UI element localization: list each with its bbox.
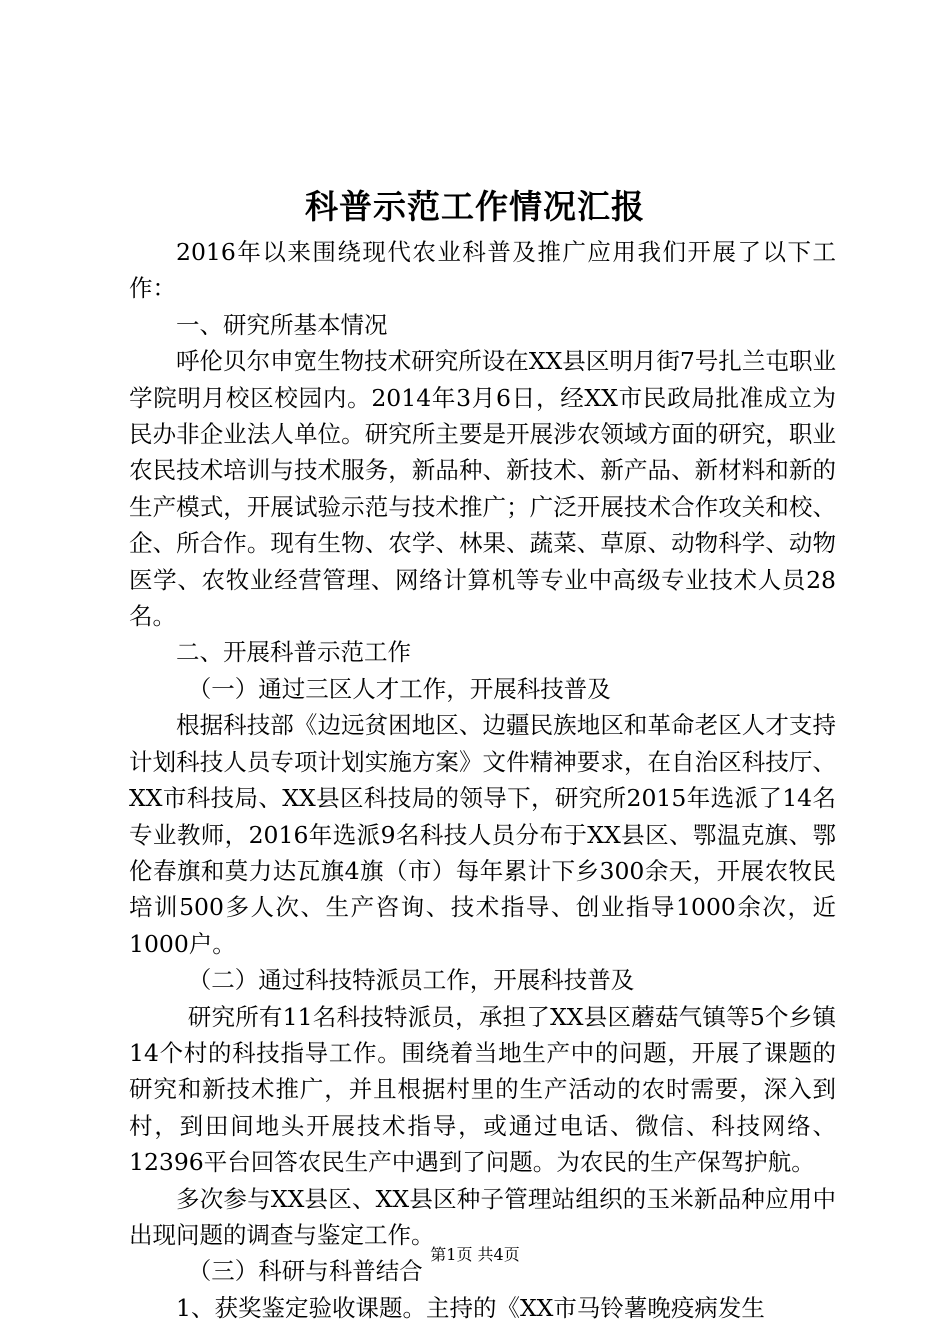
subsection-heading: （三）科研与科普结合 [187, 1257, 423, 1286]
page-number-footer: 第1页 共4页 [430, 1245, 520, 1264]
document-body [129, 234, 836, 1326]
subsection-heading: （二）通过科技特派员工作，开展科技普及 [187, 966, 635, 995]
paragraph: 2016年以来围绕现代农业科普及推广应用我们开展了以下工作： [129, 238, 836, 303]
section-heading: 一、研究所基本情况 [176, 310, 388, 339]
paragraph: 研究所有11名科技特派员，承担了XX县区蘑菇气镇等5个乡镇14个村的科技指导工作。围绕着当地生产中的问题，开展了课题的研究和新技术推广，并且根据村里的生产活动的农时需要，深入到村，到田间地头开展技术指导，或通过电话、微信、科技网络、12396平台回答农民生产中遇到了问题。为农民的生产保驾护航。 [129, 1002, 836, 1177]
paragraph: 1、获奖鉴定验收课题。主持的《XX市马铃薯晚疫病发生 [176, 1293, 765, 1322]
section-heading: 二、开展科普示范工作 [176, 638, 411, 667]
document-title: 科普示范工作情况汇报 [305, 187, 645, 226]
subsection-heading: （一）通过三区人才工作，开展科技普及 [187, 674, 611, 703]
paragraph: 根据科技部《边远贫困地区、边疆民族地区和革命老区人才支持计划科技人员专项计划实施方案》文件精神要求，在自治区科技厅、XX市科技局、XX县区科技局的领导下，研究所2015年选派了14名专业教师，2016年选派9名科技人员分布于XX县区、鄂温克旗、鄂伦春旗和莫力达瓦旗4旗（市）每年累计下乡300余天，开展农牧民培训500多人次、生产咨询、技术指导、创业指导1000余次，近1000户。 [129, 711, 836, 958]
paragraph: 呼伦贝尔申宽生物技术研究所设在XX县区明月街7号扎兰屯职业学院明月校区校园内。2014年3月6日，经XX市民政局批准成立为民办非企业法人单位。研究所主要是开展涉农领域方面的研究，职业农民技术培训与技术服务，新品种、新技术、新产品、新材料和新的生产模式，开展试验示范与技术推广；广泛开展技术合作攻关和校、企、所合作。现有生物、农学、林果、蔬菜、草原、动物科学、动物医学、农牧业经营管理、网络计算机等专业中高级专业技术人员28名。 [129, 347, 836, 631]
paragraph: 多次参与XX县区、XX县区种子管理站组织的玉米新品种应用中出现问题的调查与鉴定工作。 [129, 1184, 836, 1249]
